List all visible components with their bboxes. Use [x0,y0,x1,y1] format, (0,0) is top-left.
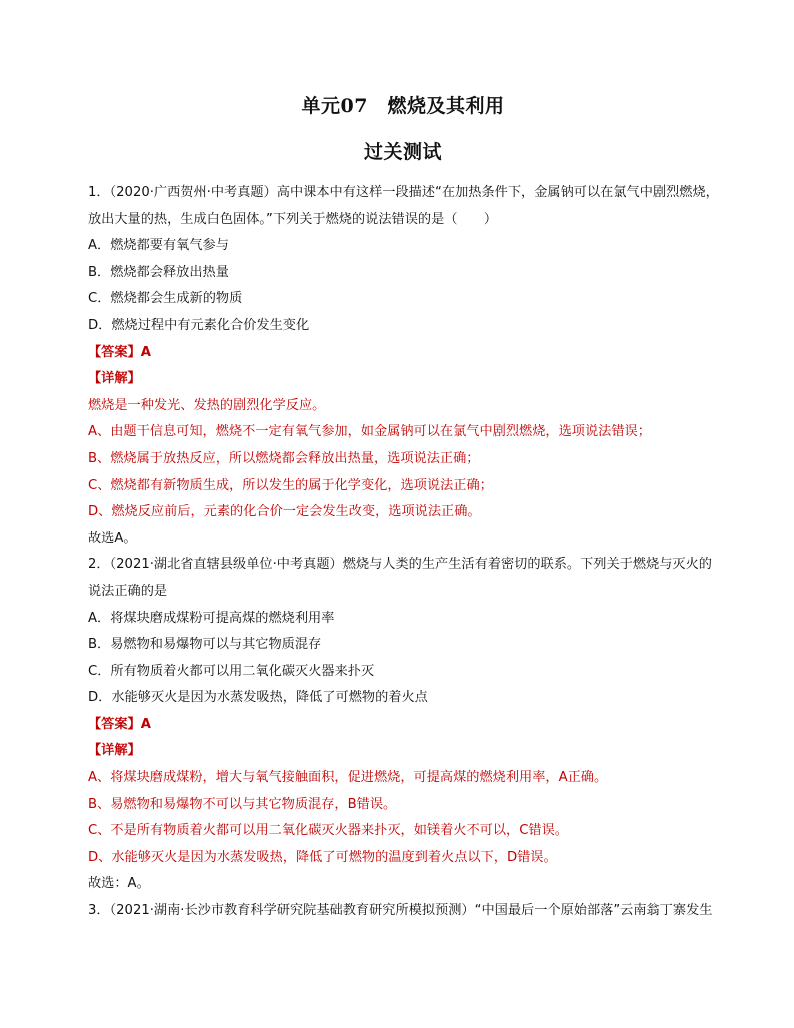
question-2-explanation-line: A、将煤块磨成煤粉，增大与氧气接触面积，促进燃烧，可提高煤的燃烧利用率，A正确。 [88,770,608,786]
question-2-stem-line-2: 说法正确的是 [88,583,168,599]
question-1-option-c: C．燃烧都会生成新的物质 [88,291,243,307]
question-2-explanation-line: D、水能够灭火是因为水蒸发吸热，降低了可燃物的温度到着火点以下，D错误。 [88,849,557,865]
question-2-option-d: D．水能够灭火是因为水蒸发吸热，降低了可燃物的着火点 [88,690,428,706]
question-1-stem-line-1: 1．（2020·广西贺州·中考真题）高中课本中有这样一段描述“在加热条件下，金属钠可以在氯气中剧烈燃烧， [88,185,719,200]
question-2-stem-line-1: 2．（2021·湖北省直辖县级单位·中考真题）燃烧与人类的生产生活有着密切的联系。下列关于燃烧与灭火的 [88,557,712,573]
question-1-option-d: D．燃烧过程中有元素化合价发生变化 [88,317,310,333]
question-1-explanation-line: A、由题干信息可知，燃烧不一定有氧气参加，如金属钠可以在氯气中剧烈燃烧，选项说法错误； [88,424,651,440]
question-1-explanation-line: C、燃烧都有新物质生成，所以发生的属于化学变化，选项说法正确； [88,477,493,493]
question-1-explanation-line: B、燃烧属于放热反应，所以燃烧都会释放出热量，选项说法正确； [88,450,480,466]
page-title: 单元07 燃烧及其利用 [301,95,505,117]
question-2-option-b: B．易燃物和易爆物可以与其它物质混存 [88,637,322,653]
question-1-detail-label: 【详解】 [88,371,141,387]
question-2 [88,552,718,898]
question-1-explanation-line: 燃烧是一种发光、发热的剧烈化学反应。 [88,397,326,413]
question-2-option-c: C．所有物质着火都可以用二氧化碳灭火器来扑灭 [88,663,375,679]
question-2-answer: 【答案】A [88,716,151,732]
question-1-option-b: B．燃烧都会释放出热量 [88,264,229,280]
question-1-explanation-line: D、燃烧反应前后，元素的化合价一定会发生改变，选项说法正确。 [88,504,481,520]
question-1-conclusion: 故选A。 [88,530,137,546]
question-1 [88,180,718,552]
question-2-explanation-line: B、易燃物和易爆物不可以与其它物质混存，B错误。 [88,796,397,812]
question-2-detail-label: 【详解】 [88,743,141,759]
question-1-stem-line-2: 放出大量的热，生成白色固体。”下列关于燃烧的说法错误的是（ ） [88,211,498,227]
question-3 [88,898,718,925]
question-2-explanation-line: C、不是所有物质着火都可以用二氧化碳灭火器来扑灭，如镁着火不可以，C错误。 [88,823,568,839]
question-2-conclusion: 故选：A。 [88,876,150,892]
question-2-option-a: A．将煤块磨成煤粉可提高煤的燃烧利用率 [88,610,335,626]
question-1-answer: 【答案】A [88,344,151,360]
question-1-option-a: A．燃烧都要有氧气参与 [88,238,229,254]
page-subtitle: 过关测试 [363,141,442,163]
question-3-stem-line-1: 3．（2021·湖南·长沙市教育科学研究院基础教育研究所模拟预测）“中国最后一个原始部落”云南翁丁寨发生 [88,903,713,919]
document-page [88,92,718,925]
